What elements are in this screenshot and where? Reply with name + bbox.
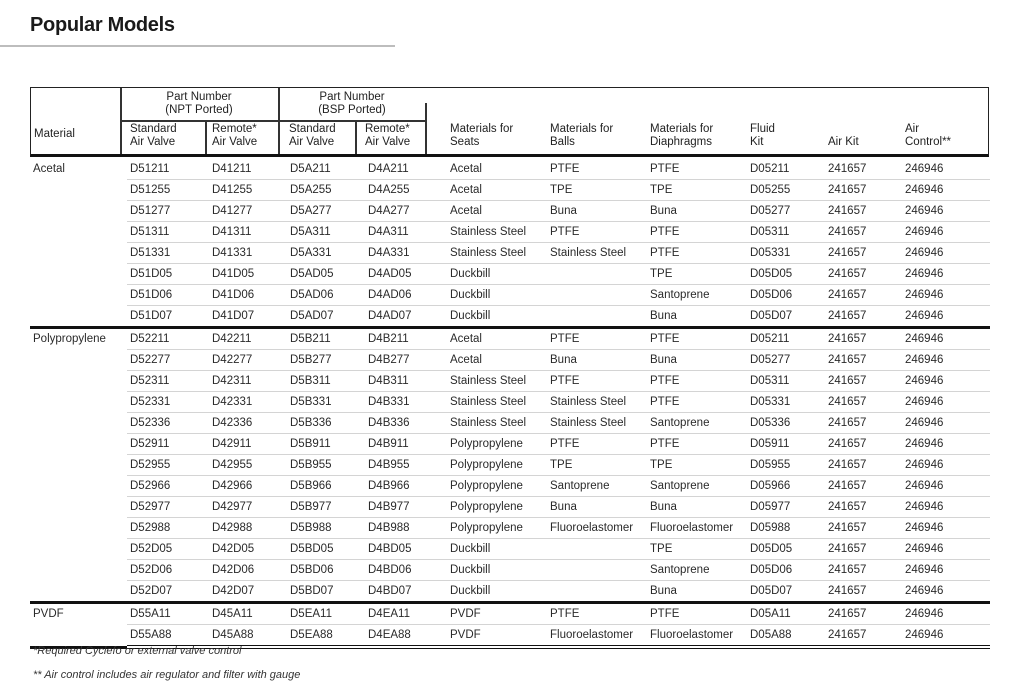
cell-air-kit: 241657 [825, 243, 902, 264]
cell-npt-standard: D51277 [127, 201, 209, 222]
cell-npt-remote: D41255 [209, 180, 287, 201]
cell-material [30, 581, 127, 603]
cell-npt-standard: D51331 [127, 243, 209, 264]
cell-balls [547, 306, 647, 328]
cell-balls [547, 285, 647, 306]
cell-fluid-kit: D05277 [747, 201, 825, 222]
cell-fluid-kit: D05277 [747, 350, 825, 371]
cell-npt-standard: D55A11 [127, 603, 209, 625]
cell-balls: TPE [547, 180, 647, 201]
cell-air-control: 246946 [902, 285, 990, 306]
cell-bsp-standard: D5AD07 [287, 306, 365, 328]
header-air-kit: Air Kit [828, 136, 859, 148]
cell-balls: Stainless Steel [547, 392, 647, 413]
cell-npt-standard: D52D07 [127, 581, 209, 603]
cell-fluid-kit: D05966 [747, 476, 825, 497]
cell-bsp-standard: D5AD06 [287, 285, 365, 306]
cell-seats: Stainless Steel [447, 371, 547, 392]
cell-npt-standard: D51255 [127, 180, 209, 201]
cell-material [30, 222, 127, 243]
cell-bsp-remote: D4AD06 [365, 285, 447, 306]
cell-npt-remote: D42966 [209, 476, 287, 497]
cell-material: PVDF [33, 608, 64, 620]
cell-bsp-remote: D4B311 [365, 371, 447, 392]
header-material: Material [34, 128, 75, 140]
table-row [30, 455, 990, 476]
cell-diaphragms: TPE [647, 455, 747, 476]
header-npt-standard: Standard Air Valve [130, 123, 177, 148]
cell-bsp-standard: D5B211 [287, 328, 365, 350]
cell-diaphragms: PTFE [647, 371, 747, 392]
cell-material: Acetal [33, 163, 65, 175]
cell-bsp-remote: D4BD07 [365, 581, 447, 603]
cell-npt-remote: D42211 [209, 328, 287, 350]
cell-air-control: 246946 [902, 455, 990, 476]
cell-seats: Duckbill [447, 539, 547, 560]
cell-fluid-kit: D05D06 [747, 560, 825, 581]
cell-bsp-remote: D4A277 [365, 201, 447, 222]
cell-bsp-standard: D5B911 [287, 434, 365, 455]
header-divider [120, 120, 426, 122]
cell-diaphragms: TPE [647, 180, 747, 201]
cell-bsp-standard: D5B988 [287, 518, 365, 539]
cell-air-control: 246946 [902, 328, 990, 350]
cell-air-kit: 241657 [825, 371, 902, 392]
cell-diaphragms: Fluoroelastomer [647, 518, 747, 539]
cell-air-kit: 241657 [825, 476, 902, 497]
cell-seats: Stainless Steel [447, 243, 547, 264]
cell-npt-remote: D41311 [209, 222, 287, 243]
table-row [30, 581, 990, 603]
cell-air-control: 246946 [902, 539, 990, 560]
cell-balls: Fluoroelastomer [547, 625, 647, 648]
cell-diaphragms: Santoprene [647, 560, 747, 581]
cell-npt-standard: D51D06 [127, 285, 209, 306]
cell-material [30, 306, 127, 328]
cell-fluid-kit: D05331 [747, 243, 825, 264]
cell-diaphragms: Santoprene [647, 413, 747, 434]
table-row [30, 264, 990, 285]
cell-seats: Polypropylene [447, 476, 547, 497]
cell-bsp-remote: D4A311 [365, 222, 447, 243]
cell-material [30, 560, 127, 581]
cell-balls: TPE [547, 455, 647, 476]
header-divider [205, 121, 207, 154]
cell-npt-remote: D42D07 [209, 581, 287, 603]
cell-material [30, 371, 127, 392]
cell-seats: Polypropylene [447, 434, 547, 455]
cell-bsp-standard: D5B277 [287, 350, 365, 371]
cell-material [30, 476, 127, 497]
cell-fluid-kit: D05311 [747, 371, 825, 392]
cell-npt-standard: D52311 [127, 371, 209, 392]
cell-air-kit: 241657 [825, 625, 902, 648]
table-body [30, 159, 990, 647]
header-bsp-remote: Remote* Air Valve [365, 123, 411, 148]
cell-balls: Santoprene [547, 476, 647, 497]
header-bsp-standard: Standard Air Valve [289, 123, 336, 148]
cell-npt-standard: D52277 [127, 350, 209, 371]
cell-fluid-kit: D05D07 [747, 581, 825, 603]
cell-npt-standard: D52911 [127, 434, 209, 455]
cell-balls: PTFE [547, 371, 647, 392]
cell-balls: PTFE [547, 222, 647, 243]
cell-diaphragms: Buna [647, 581, 747, 603]
cell-material [30, 264, 127, 285]
cell-fluid-kit: D05336 [747, 413, 825, 434]
cell-fluid-kit: D05955 [747, 455, 825, 476]
cell-bsp-standard: D5BD06 [287, 560, 365, 581]
cell-material [30, 392, 127, 413]
cell-air-control: 246946 [902, 306, 990, 328]
cell-material [30, 625, 127, 648]
table-row [30, 371, 990, 392]
cell-npt-remote: D41211 [209, 159, 287, 180]
cell-bsp-standard: D5B966 [287, 476, 365, 497]
cell-fluid-kit: D05D06 [747, 285, 825, 306]
cell-npt-standard: D52336 [127, 413, 209, 434]
cell-diaphragms: PTFE [647, 159, 747, 180]
cell-bsp-remote: D4B277 [365, 350, 447, 371]
cell-npt-standard: D52211 [127, 328, 209, 350]
header-npt-remote: Remote* Air Valve [212, 123, 258, 148]
cell-air-kit: 241657 [825, 392, 902, 413]
cell-material [30, 350, 127, 371]
cell-air-control: 246946 [902, 392, 990, 413]
cell-balls: PTFE [547, 434, 647, 455]
cell-fluid-kit: D05211 [747, 159, 825, 180]
cell-seats: Stainless Steel [447, 413, 547, 434]
cell-diaphragms: TPE [647, 264, 747, 285]
cell-npt-remote: D41D07 [209, 306, 287, 328]
cell-bsp-remote: D4B966 [365, 476, 447, 497]
cell-balls: Buna [547, 201, 647, 222]
table-row [30, 560, 990, 581]
footnote-remote: *Required Cyclefo or external valve control [33, 645, 242, 657]
cell-npt-standard: D52955 [127, 455, 209, 476]
cell-bsp-remote: D4B977 [365, 497, 447, 518]
cell-material: Polypropylene [33, 333, 106, 345]
table-row [30, 539, 990, 560]
cell-air-kit: 241657 [825, 201, 902, 222]
cell-bsp-remote: D4B988 [365, 518, 447, 539]
cell-bsp-remote: D4A211 [365, 159, 447, 180]
cell-npt-remote: D42D05 [209, 539, 287, 560]
cell-npt-remote: D42988 [209, 518, 287, 539]
cell-npt-remote: D45A88 [209, 625, 287, 648]
cell-fluid-kit: D05311 [747, 222, 825, 243]
cell-air-control: 246946 [902, 476, 990, 497]
cell-bsp-remote: D4B955 [365, 455, 447, 476]
table-row [30, 306, 990, 328]
cell-npt-remote: D42977 [209, 497, 287, 518]
cell-air-kit: 241657 [825, 180, 902, 201]
cell-seats: Polypropylene [447, 455, 547, 476]
cell-air-kit: 241657 [825, 603, 902, 625]
cell-bsp-remote: D4AD05 [365, 264, 447, 285]
cell-air-kit: 241657 [825, 306, 902, 328]
table-row [30, 350, 990, 371]
table-row [30, 243, 990, 264]
cell-air-control: 246946 [902, 603, 990, 625]
cell-bsp-remote: D4B336 [365, 413, 447, 434]
cell-balls [547, 264, 647, 285]
cell-air-control: 246946 [902, 497, 990, 518]
title-divider [0, 45, 395, 47]
cell-seats: Polypropylene [447, 497, 547, 518]
header-npt-group: Part Number (NPT Ported) [165, 91, 233, 116]
cell-air-control: 246946 [902, 434, 990, 455]
cell-fluid-kit: D05255 [747, 180, 825, 201]
models-table [30, 159, 990, 649]
cell-air-control: 246946 [902, 201, 990, 222]
cell-seats: PVDF [447, 625, 547, 648]
cell-bsp-standard: D5A211 [287, 159, 365, 180]
cell-air-control: 246946 [902, 625, 990, 648]
cell-material [30, 455, 127, 476]
cell-diaphragms: Buna [647, 201, 747, 222]
cell-fluid-kit: D05D05 [747, 264, 825, 285]
cell-balls: Stainless Steel [547, 413, 647, 434]
table-row [30, 159, 990, 180]
cell-diaphragms: Buna [647, 306, 747, 328]
header-air-control: Air Control** [905, 123, 952, 148]
cell-bsp-standard: D5A277 [287, 201, 365, 222]
table-row [30, 201, 990, 222]
cell-bsp-standard: D5B336 [287, 413, 365, 434]
cell-air-control: 246946 [902, 371, 990, 392]
cell-balls: PTFE [547, 328, 647, 350]
cell-npt-standard: D51211 [127, 159, 209, 180]
cell-seats: Acetal [447, 328, 547, 350]
cell-air-kit: 241657 [825, 560, 902, 581]
cell-npt-remote: D41277 [209, 201, 287, 222]
cell-bsp-standard: D5A255 [287, 180, 365, 201]
cell-fluid-kit: D05977 [747, 497, 825, 518]
cell-air-control: 246946 [902, 243, 990, 264]
cell-air-kit: 241657 [825, 350, 902, 371]
header-divider [355, 121, 357, 154]
cell-air-kit: 241657 [825, 455, 902, 476]
table-row [30, 518, 990, 539]
table-row [30, 625, 990, 648]
cell-air-control: 246946 [902, 560, 990, 581]
cell-npt-standard: D51D07 [127, 306, 209, 328]
cell-material [30, 518, 127, 539]
cell-air-kit: 241657 [825, 497, 902, 518]
table-row [30, 476, 990, 497]
cell-air-kit: 241657 [825, 581, 902, 603]
cell-npt-remote: D41331 [209, 243, 287, 264]
cell-air-kit: 241657 [825, 222, 902, 243]
cell-seats: Acetal [447, 180, 547, 201]
cell-diaphragms: PTFE [647, 243, 747, 264]
cell-npt-remote: D41D05 [209, 264, 287, 285]
cell-bsp-standard: D5B955 [287, 455, 365, 476]
cell-material [30, 285, 127, 306]
header-bsp-group: Part Number (BSP Ported) [318, 91, 386, 116]
cell-bsp-remote: D4EA88 [365, 625, 447, 648]
cell-bsp-remote: D4BD06 [365, 560, 447, 581]
cell-bsp-standard: D5BD05 [287, 539, 365, 560]
cell-npt-standard: D51311 [127, 222, 209, 243]
cell-npt-remote: D41D06 [209, 285, 287, 306]
cell-fluid-kit: D05331 [747, 392, 825, 413]
table-row [30, 222, 990, 243]
cell-bsp-remote: D4AD07 [365, 306, 447, 328]
cell-air-control: 246946 [902, 180, 990, 201]
cell-air-kit: 241657 [825, 413, 902, 434]
cell-bsp-standard: D5A331 [287, 243, 365, 264]
cell-seats: Duckbill [447, 581, 547, 603]
cell-air-control: 246946 [902, 581, 990, 603]
cell-balls: Buna [547, 497, 647, 518]
cell-bsp-standard: D5BD07 [287, 581, 365, 603]
cell-air-kit: 241657 [825, 518, 902, 539]
cell-diaphragms: TPE [647, 539, 747, 560]
cell-air-kit: 241657 [825, 285, 902, 306]
cell-air-kit: 241657 [825, 159, 902, 180]
cell-npt-standard: D52988 [127, 518, 209, 539]
table-row [30, 392, 990, 413]
cell-seats: Stainless Steel [447, 392, 547, 413]
cell-fluid-kit: D05911 [747, 434, 825, 455]
cell-seats: Duckbill [447, 264, 547, 285]
cell-material [30, 413, 127, 434]
header-diaphragms: Materials for Diaphragms [650, 123, 714, 148]
cell-balls: PTFE [547, 159, 647, 180]
cell-air-control: 246946 [902, 350, 990, 371]
cell-npt-remote: D42911 [209, 434, 287, 455]
cell-air-control: 246946 [902, 518, 990, 539]
header-seats: Materials for Seats [450, 123, 514, 148]
cell-seats: PVDF [447, 603, 547, 625]
cell-diaphragms: Santoprene [647, 476, 747, 497]
cell-balls: PTFE [547, 603, 647, 625]
cell-bsp-remote: D4A255 [365, 180, 447, 201]
cell-air-control: 246946 [902, 159, 990, 180]
table-row [30, 180, 990, 201]
cell-bsp-standard: D5B977 [287, 497, 365, 518]
header-balls: Materials for Balls [550, 123, 614, 148]
cell-diaphragms: PTFE [647, 392, 747, 413]
cell-seats: Duckbill [447, 560, 547, 581]
cell-seats: Acetal [447, 159, 547, 180]
cell-seats: Polypropylene [447, 518, 547, 539]
cell-diaphragms: PTFE [647, 434, 747, 455]
cell-material [30, 180, 127, 201]
cell-balls [547, 560, 647, 581]
cell-balls: Fluoroelastomer [547, 518, 647, 539]
cell-bsp-remote: D4B911 [365, 434, 447, 455]
cell-npt-standard: D52966 [127, 476, 209, 497]
cell-material [30, 539, 127, 560]
cell-bsp-standard: D5EA11 [287, 603, 365, 625]
cell-bsp-standard: D5B331 [287, 392, 365, 413]
cell-air-control: 246946 [902, 264, 990, 285]
table-row [30, 434, 990, 455]
cell-bsp-remote: D4A331 [365, 243, 447, 264]
cell-npt-remote: D42955 [209, 455, 287, 476]
cell-npt-remote: D42D06 [209, 560, 287, 581]
cell-npt-remote: D45A11 [209, 603, 287, 625]
cell-balls [547, 539, 647, 560]
cell-fluid-kit: D05211 [747, 328, 825, 350]
cell-bsp-remote: D4B331 [365, 392, 447, 413]
cell-npt-remote: D42336 [209, 413, 287, 434]
cell-npt-standard: D52331 [127, 392, 209, 413]
cell-npt-remote: D42311 [209, 371, 287, 392]
header-fluid-kit: Fluid Kit [750, 123, 775, 148]
cell-fluid-kit: D05A11 [747, 603, 825, 625]
cell-fluid-kit: D05D07 [747, 306, 825, 328]
page-title: Popular Models [30, 14, 175, 36]
cell-air-kit: 241657 [825, 264, 902, 285]
cell-diaphragms: PTFE [647, 328, 747, 350]
cell-npt-standard: D52977 [127, 497, 209, 518]
cell-balls [547, 581, 647, 603]
cell-diaphragms: Buna [647, 497, 747, 518]
cell-material [30, 434, 127, 455]
cell-air-control: 246946 [902, 222, 990, 243]
cell-bsp-standard: D5AD05 [287, 264, 365, 285]
cell-air-kit: 241657 [825, 328, 902, 350]
cell-diaphragms: PTFE [647, 222, 747, 243]
cell-material [30, 243, 127, 264]
cell-npt-standard: D55A88 [127, 625, 209, 648]
cell-npt-remote: D42277 [209, 350, 287, 371]
cell-seats: Duckbill [447, 306, 547, 328]
footnote-air-control: ** Air control includes air regulator and filter with gauge [33, 669, 301, 681]
cell-bsp-remote: D4BD05 [365, 539, 447, 560]
cell-seats: Acetal [447, 201, 547, 222]
cell-air-kit: 241657 [825, 434, 902, 455]
table-row [30, 285, 990, 306]
cell-bsp-standard: D5EA88 [287, 625, 365, 648]
cell-seats: Stainless Steel [447, 222, 547, 243]
cell-balls: Buna [547, 350, 647, 371]
cell-bsp-remote: D4EA11 [365, 603, 447, 625]
table-row [30, 328, 990, 350]
cell-material [30, 201, 127, 222]
table-row [30, 497, 990, 518]
table-row [30, 603, 990, 625]
cell-diaphragms: Fluoroelastomer [647, 625, 747, 648]
table-header [30, 87, 989, 157]
cell-diaphragms: Santoprene [647, 285, 747, 306]
cell-diaphragms: PTFE [647, 603, 747, 625]
cell-npt-remote: D42331 [209, 392, 287, 413]
cell-bsp-standard: D5A311 [287, 222, 365, 243]
cell-seats: Duckbill [447, 285, 547, 306]
cell-air-control: 246946 [902, 413, 990, 434]
cell-material [30, 497, 127, 518]
table-row [30, 413, 990, 434]
cell-bsp-standard: D5B311 [287, 371, 365, 392]
cell-fluid-kit: D05D05 [747, 539, 825, 560]
cell-bsp-remote: D4B211 [365, 328, 447, 350]
cell-balls: Stainless Steel [547, 243, 647, 264]
cell-npt-standard: D52D05 [127, 539, 209, 560]
cell-fluid-kit: D05A88 [747, 625, 825, 648]
cell-diaphragms: Buna [647, 350, 747, 371]
cell-seats: Acetal [447, 350, 547, 371]
cell-air-kit: 241657 [825, 539, 902, 560]
cell-npt-standard: D52D06 [127, 560, 209, 581]
cell-fluid-kit: D05988 [747, 518, 825, 539]
cell-npt-standard: D51D05 [127, 264, 209, 285]
